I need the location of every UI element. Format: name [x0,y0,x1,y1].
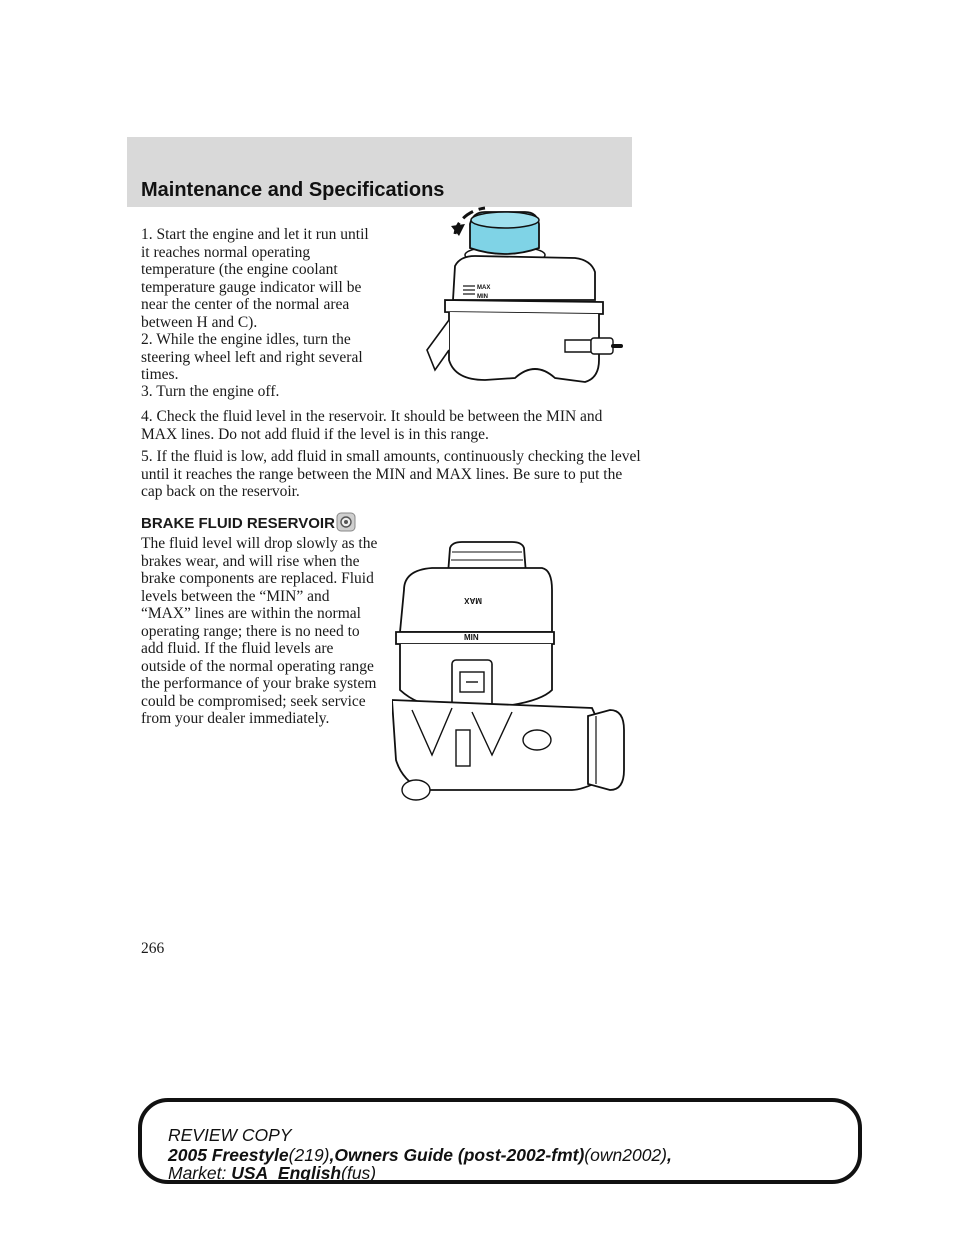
ps-min-label: MIN [477,294,488,300]
brake-min-label: MIN [464,633,479,642]
footer-guide: Owners Guide (post-2002-fmt) [334,1145,585,1165]
brake-max-label: MAX [464,596,482,605]
footer-market-info [168,1163,376,1183]
footer-sep-2: , [667,1145,672,1165]
footer-sep-1: , [329,1145,335,1165]
page-title: Maintenance and Specifications [141,179,445,201]
brake-fluid-heading [141,512,356,536]
review-footer [138,1098,862,1184]
brake-fluid-heading-text: BRAKE FLUID RESERVOIR [141,515,335,532]
step-3: 3. Turn the engine off. [141,383,280,400]
step-2: 2. While the engine idles, turn the steering wheel left and right several times. [141,331,363,383]
step-5: 5. If the fluid is low, add fluid in small amounts, continuously checking the level until it reaches the range between the MIN and MAX lines. Be sure to put the cap back on the reservoir. [141,448,641,500]
brake-fluid-body: The fluid level will drop slowly as the brakes wear, and will rise when the brake components are replaced. Fluid levels between the “MIN” and “MAX” lines are within the normal operating range; there is no need to add fluid. If the fluid levels are outside of the normal operating range the performance of your brake system could be compromised; seek service from your dealer immediately. [141,535,378,727]
header-band [127,137,632,207]
service-note-icon [336,512,356,536]
footer-model: 2005 Freestyle [168,1145,289,1165]
power-steering-reservoir-figure [415,200,625,400]
brake-fluid-reservoir-figure [392,540,632,825]
footer-market-code: (fus) [341,1163,377,1183]
step-1: 1. Start the engine and let it run until it reaches normal operating temperature (the engine coolant temperature gauge indicator will be near the center of the normal area between H and C). [141,226,369,331]
footer-review-copy: REVIEW COPY [168,1125,292,1145]
ps-max-label: MAX [477,285,491,291]
footer-market-label: Market: [168,1163,227,1183]
page-number: 266 [141,940,165,957]
footer-market: USA_English [231,1163,342,1183]
footer-document-info [168,1145,672,1165]
step-4: 4. Check the fluid level in the reservoir. It should be between the MIN and MAX lines. Do not add fluid if the level is in this range. [141,408,603,443]
footer-model-code: (219) [288,1145,330,1165]
footer-guide-code: (own2002) [584,1145,667,1165]
